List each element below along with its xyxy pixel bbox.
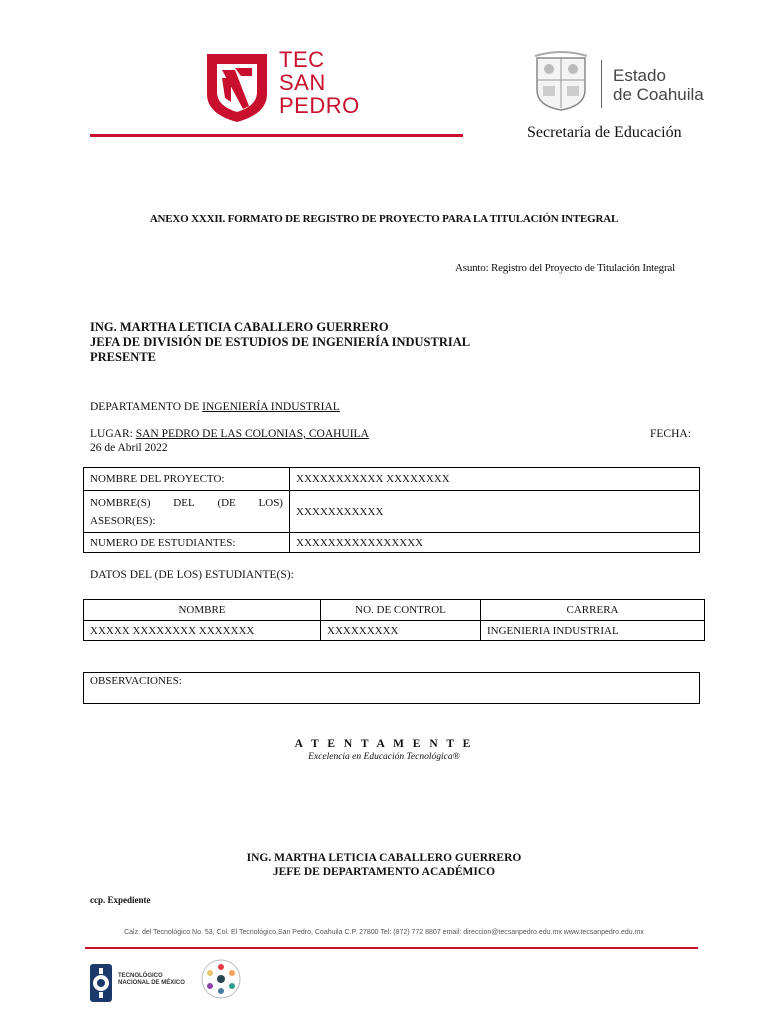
signer-position: JEFE DE DEPARTAMENTO ACADÉMICO [272,866,496,878]
quality-seal-icon [200,958,242,1000]
students-table [83,599,705,641]
estado-coahuila-text: Estado de Coahuila [613,66,704,104]
lugar-line: LUGAR: SAN PEDRO DE LAS COLONIAS, COAHUILA [90,428,369,440]
student-carrera: INGENIERIA INDUSTRIAL [481,621,705,641]
column-header-control: NO. DE CONTROL [321,600,481,621]
asunto-line: Asunto: Registro del Proyecto de Titulación Integral [455,262,675,274]
addressee-block [90,320,470,365]
secretaria-educacion: Secretaría de Educación [527,124,682,141]
slogan: Excelencia en Educación Tecnológica® [308,752,460,762]
column-header-carrera: CARRERA [481,600,705,621]
lugar-value: SAN PEDRO DE LAS COLONIAS, COAHUILA [135,428,369,440]
observaciones-box [83,672,700,704]
addressee-position: JEFA DE DIVISIÓN DE ESTUDIOS DE INGENIERÍA INDUSTRIAL [90,335,471,349]
seal-divider [601,60,602,108]
advisor-value: XXXXXXXXXXX [290,491,700,533]
students-section-label: DATOS DEL (DE LOS) ESTUDIANTE(S): [90,569,294,581]
project-table [83,467,700,553]
tecnm-text: TECNOLÓGICO NACIONAL DE MÉXICO [118,973,185,986]
signer-block [0,851,768,879]
addressee-presente: PRESENTE [90,350,156,364]
signer-name: ING. MARTHA LETICIA CABALLERO GUERRERO [246,852,522,864]
coahuila-seal-icon [531,50,591,112]
tecnm-gear-icon [86,960,116,1006]
departamento-line: DEPARTAMENTO DE INGENIERÍA INDUSTRIAL [90,401,340,413]
students-count-label: NUMERO DE ESTUDIANTES: [84,533,290,553]
atentamente: A T E N T A M E N T E [294,738,474,750]
addressee-name: ING. MARTHA LETICIA CABALLERO GUERRERO [90,320,389,334]
header-red-rule [90,134,463,137]
project-name-label: NOMBRE DEL PROYECTO: [84,468,290,491]
project-name-value: XXXXXXXXXXX XXXXXXXX [290,468,700,491]
fecha-label: FECHA: [650,428,691,440]
table-row [84,533,700,553]
student-control: XXXXXXXXX [321,621,481,641]
advisor-label: NOMBRE(S) DEL (DE LOS) ASESOR(ES): [84,491,290,533]
table-row [84,468,700,491]
students-count-value: XXXXXXXXXXXXXXXX [290,533,700,553]
footer-red-rule [85,947,698,949]
observaciones-label: OBSERVACIONES: [90,675,182,687]
fecha-value: 26 de Abril 2022 [90,442,168,454]
ccp-line: ccp. Expediente [90,895,151,905]
tec-san-pedro-wordmark: TEC SAN PEDRO [279,47,360,118]
table-header-row [84,600,705,621]
table-row [84,491,700,533]
departamento-value: INGENIERÍA INDUSTRIAL [202,401,340,413]
footer-address: Calz. del Tecnológico No. 53, Col. El Tecnológico,San Pedro, Coahuila C.P. 27800 Tel: (872) 772 8807 email: direccion@tecsanpedro.edu.mx www.tecsanpedro.edu.mx [124,929,644,936]
document-title: ANEXO XXXII. FORMATO DE REGISTRO DE PROYECTO PARA LA TITULACIÓN INTEGRAL [149,213,619,225]
student-name: XXXXX XXXXXXXX XXXXXXX [84,621,321,641]
table-row [84,621,705,641]
column-header-nombre: NOMBRE [84,600,321,621]
